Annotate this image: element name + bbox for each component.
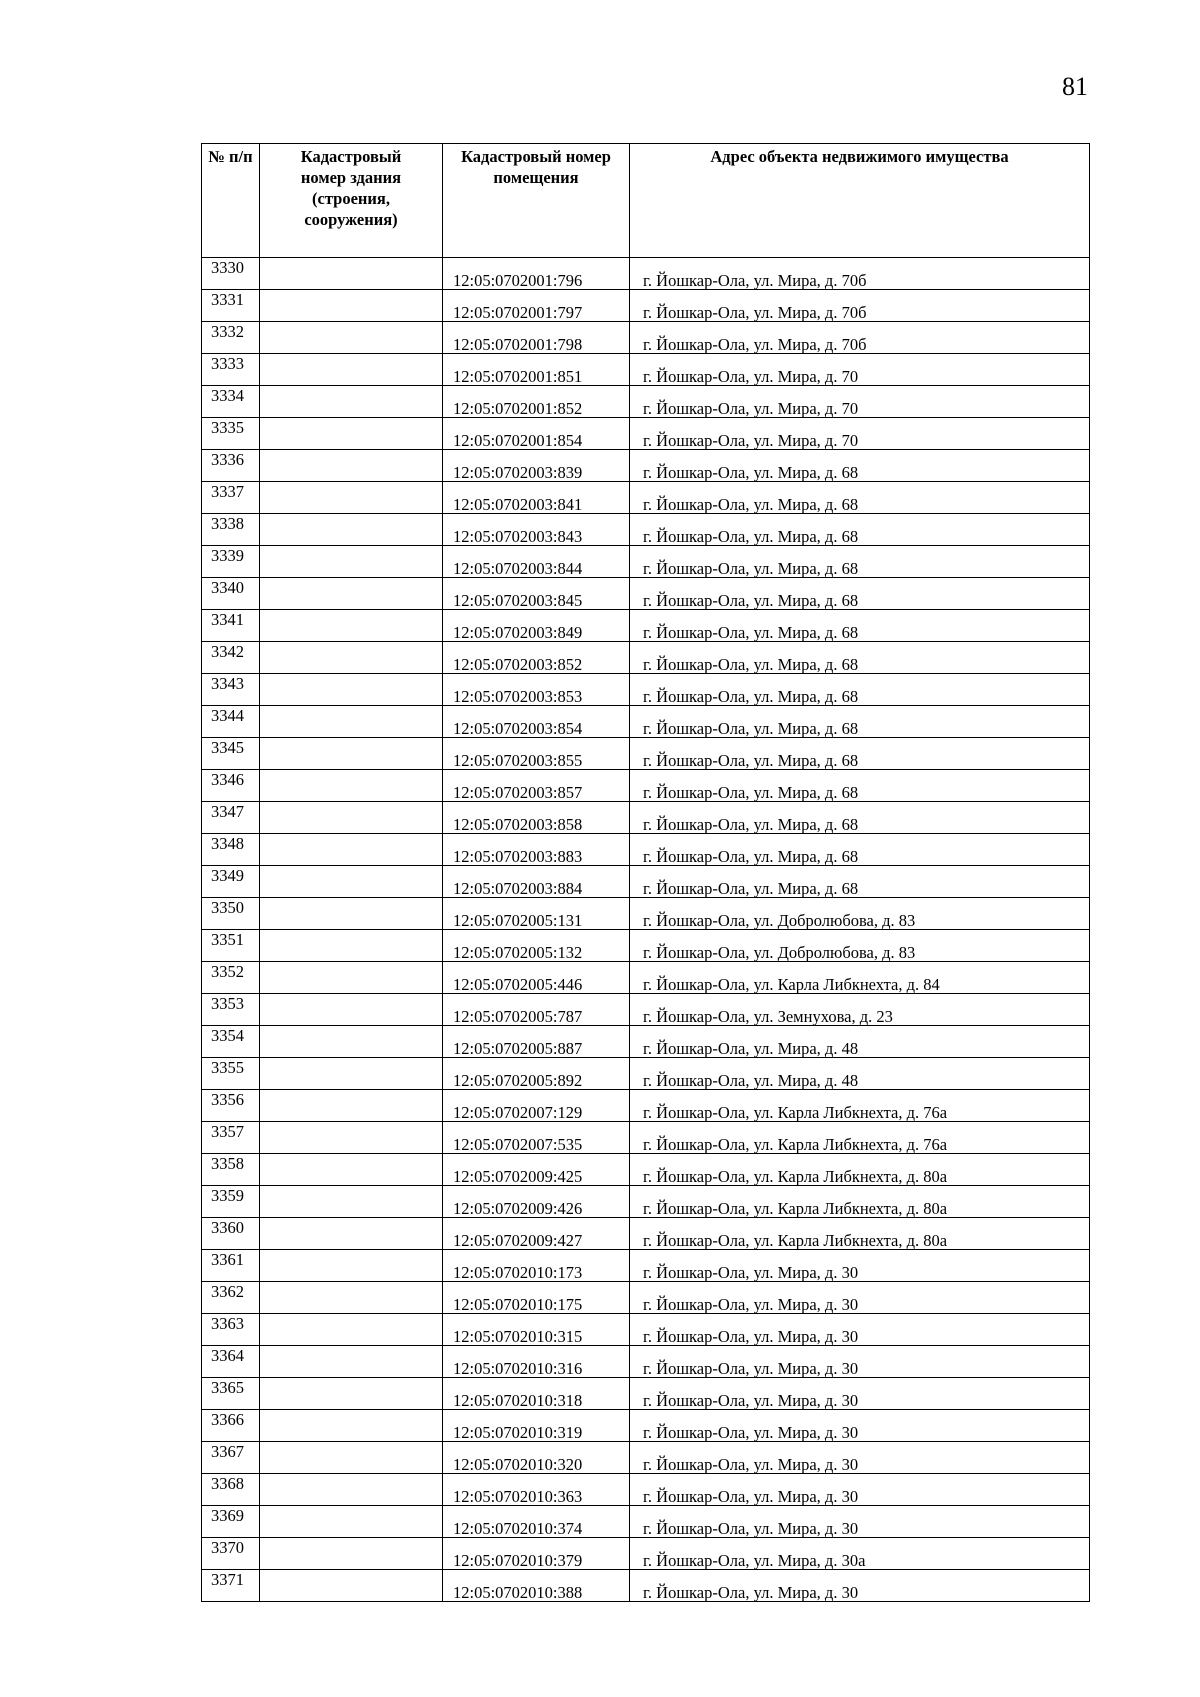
room-cadastral-cell: 12:05:0702003:845 [443, 578, 630, 610]
table-row [202, 450, 1090, 482]
table-row [202, 706, 1090, 738]
table-row [202, 322, 1090, 354]
address-cell: г. Йошкар-Ола, ул. Мира, д. 70б [630, 258, 1090, 290]
header-num: № п/п [202, 144, 260, 258]
row-number-cell: 3368 [202, 1474, 260, 1506]
building-cadastral-cell [260, 290, 443, 322]
building-cadastral-cell [260, 706, 443, 738]
row-number-cell: 3348 [202, 834, 260, 866]
room-cadastral-cell: 12:05:0702009:425 [443, 1154, 630, 1186]
table-row [202, 642, 1090, 674]
table-row [202, 1250, 1090, 1282]
building-cadastral-cell [260, 1250, 443, 1282]
table-row [202, 1346, 1090, 1378]
building-cadastral-cell [260, 642, 443, 674]
row-number-cell: 3349 [202, 866, 260, 898]
row-number-cell: 3333 [202, 354, 260, 386]
table-row [202, 1026, 1090, 1058]
building-cadastral-cell [260, 994, 443, 1026]
table-row [202, 738, 1090, 770]
table-row [202, 1058, 1090, 1090]
building-cadastral-cell [260, 674, 443, 706]
row-number-cell: 3367 [202, 1442, 260, 1474]
room-cadastral-cell: 12:05:0702007:129 [443, 1090, 630, 1122]
row-number-cell: 3358 [202, 1154, 260, 1186]
building-cadastral-cell [260, 834, 443, 866]
table-row [202, 898, 1090, 930]
table-row [202, 514, 1090, 546]
room-cadastral-cell: 12:05:0702010:316 [443, 1346, 630, 1378]
row-number-cell: 3341 [202, 610, 260, 642]
building-cadastral-cell [260, 1538, 443, 1570]
table-row [202, 930, 1090, 962]
address-cell: г. Йошкар-Ола, ул. Мира, д. 48 [630, 1026, 1090, 1058]
table-row [202, 1282, 1090, 1314]
room-cadastral-cell: 12:05:0702003:839 [443, 450, 630, 482]
building-cadastral-cell [260, 898, 443, 930]
address-cell: г. Йошкар-Ола, ул. Мира, д. 68 [630, 482, 1090, 514]
address-cell: г. Йошкар-Ола, ул. Мира, д. 70 [630, 386, 1090, 418]
building-cadastral-cell [260, 1378, 443, 1410]
table-row [202, 802, 1090, 834]
table-row [202, 1090, 1090, 1122]
row-number-cell: 3347 [202, 802, 260, 834]
table-row [202, 258, 1090, 290]
address-cell: г. Йошкар-Ола, ул. Карла Либкнехта, д. 76а [630, 1122, 1090, 1154]
header-room-cadastral: Кадастровый номер помещения [443, 144, 630, 258]
address-cell: г. Йошкар-Ола, ул. Мира, д. 70 [630, 418, 1090, 450]
room-cadastral-cell: 12:05:0702001:797 [443, 290, 630, 322]
address-cell: г. Йошкар-Ола, ул. Мира, д. 30а [630, 1538, 1090, 1570]
room-cadastral-cell: 12:05:0702003:852 [443, 642, 630, 674]
room-cadastral-cell: 12:05:0702010:173 [443, 1250, 630, 1282]
address-cell: г. Йошкар-Ола, ул. Карла Либкнехта, д. 80а [630, 1154, 1090, 1186]
address-cell: г. Йошкар-Ола, ул. Мира, д. 30 [630, 1570, 1090, 1602]
room-cadastral-cell: 12:05:0702001:796 [443, 258, 630, 290]
room-cadastral-cell: 12:05:0702003:883 [443, 834, 630, 866]
row-number-cell: 3351 [202, 930, 260, 962]
header-building-cadastral: Кадастровый номер здания (строения, сооружения) [260, 144, 443, 258]
building-cadastral-cell [260, 866, 443, 898]
page-number: 81 [1062, 72, 1088, 101]
header-row [202, 144, 1090, 258]
address-cell: г. Йошкар-Ола, ул. Добролюбова, д. 83 [630, 898, 1090, 930]
table-header [202, 144, 1090, 258]
address-cell: г. Йошкар-Ола, ул. Мира, д. 68 [630, 514, 1090, 546]
address-cell: г. Йошкар-Ола, ул. Мира, д. 30 [630, 1346, 1090, 1378]
table-row [202, 770, 1090, 802]
address-cell: г. Йошкар-Ола, ул. Мира, д. 68 [630, 770, 1090, 802]
room-cadastral-cell: 12:05:0702005:787 [443, 994, 630, 1026]
address-cell: г. Йошкар-Ола, ул. Мира, д. 30 [630, 1474, 1090, 1506]
address-cell: г. Йошкар-Ола, ул. Мира, д. 30 [630, 1314, 1090, 1346]
table-row [202, 610, 1090, 642]
address-cell: г. Йошкар-Ола, ул. Мира, д. 70 [630, 354, 1090, 386]
room-cadastral-cell: 12:05:0702003:843 [443, 514, 630, 546]
address-cell: г. Йошкар-Ола, ул. Мира, д. 30 [630, 1250, 1090, 1282]
row-number-cell: 3361 [202, 1250, 260, 1282]
table-row [202, 674, 1090, 706]
building-cadastral-cell [260, 450, 443, 482]
row-number-cell: 3344 [202, 706, 260, 738]
address-cell: г. Йошкар-Ола, ул. Мира, д. 68 [630, 834, 1090, 866]
room-cadastral-cell: 12:05:0702003:841 [443, 482, 630, 514]
building-cadastral-cell [260, 1346, 443, 1378]
building-cadastral-cell [260, 962, 443, 994]
room-cadastral-cell: 12:05:0702007:535 [443, 1122, 630, 1154]
building-cadastral-cell [260, 386, 443, 418]
room-cadastral-cell: 12:05:0702009:427 [443, 1218, 630, 1250]
address-cell: г. Йошкар-Ола, ул. Мира, д. 30 [630, 1506, 1090, 1538]
row-number-cell: 3353 [202, 994, 260, 1026]
room-cadastral-cell: 12:05:0702009:426 [443, 1186, 630, 1218]
row-number-cell: 3336 [202, 450, 260, 482]
address-cell: г. Йошкар-Ола, ул. Мира, д. 68 [630, 610, 1090, 642]
table-row [202, 1570, 1090, 1602]
address-cell: г. Йошкар-Ола, ул. Мира, д. 70б [630, 290, 1090, 322]
address-cell: г. Йошкар-Ола, ул. Карла Либкнехта, д. 84 [630, 962, 1090, 994]
row-number-cell: 3343 [202, 674, 260, 706]
address-cell: г. Йошкар-Ола, ул. Мира, д. 68 [630, 578, 1090, 610]
row-number-cell: 3330 [202, 258, 260, 290]
row-number-cell: 3332 [202, 322, 260, 354]
table-row [202, 354, 1090, 386]
table-row [202, 1314, 1090, 1346]
row-number-cell: 3354 [202, 1026, 260, 1058]
room-cadastral-cell: 12:05:0702010:319 [443, 1410, 630, 1442]
table-row [202, 994, 1090, 1026]
address-cell: г. Йошкар-Ола, ул. Карла Либкнехта, д. 80а [630, 1218, 1090, 1250]
room-cadastral-cell: 12:05:0702005:132 [443, 930, 630, 962]
room-cadastral-cell: 12:05:0702003:854 [443, 706, 630, 738]
building-cadastral-cell [260, 1474, 443, 1506]
row-number-cell: 3350 [202, 898, 260, 930]
row-number-cell: 3356 [202, 1090, 260, 1122]
table-body [202, 258, 1090, 1602]
building-cadastral-cell [260, 802, 443, 834]
building-cadastral-cell [260, 1154, 443, 1186]
room-cadastral-cell: 12:05:0702001:851 [443, 354, 630, 386]
building-cadastral-cell [260, 514, 443, 546]
table-row [202, 1506, 1090, 1538]
room-cadastral-cell: 12:05:0702010:388 [443, 1570, 630, 1602]
room-cadastral-cell: 12:05:0702003:858 [443, 802, 630, 834]
building-cadastral-cell [260, 1570, 443, 1602]
header-address: Адрес объекта недвижимого имущества [630, 144, 1090, 258]
row-number-cell: 3355 [202, 1058, 260, 1090]
row-number-cell: 3340 [202, 578, 260, 610]
room-cadastral-cell: 12:05:0702005:131 [443, 898, 630, 930]
room-cadastral-cell: 12:05:0702010:363 [443, 1474, 630, 1506]
building-cadastral-cell [260, 1026, 443, 1058]
row-number-cell: 3357 [202, 1122, 260, 1154]
building-cadastral-cell [260, 1058, 443, 1090]
table-row [202, 1218, 1090, 1250]
row-number-cell: 3337 [202, 482, 260, 514]
row-number-cell: 3339 [202, 546, 260, 578]
address-cell: г. Йошкар-Ола, ул. Земнухова, д. 23 [630, 994, 1090, 1026]
address-cell: г. Йошкар-Ола, ул. Мира, д. 68 [630, 674, 1090, 706]
address-cell: г. Йошкар-Ола, ул. Мира, д. 30 [630, 1282, 1090, 1314]
row-number-cell: 3370 [202, 1538, 260, 1570]
building-cadastral-cell [260, 1218, 443, 1250]
row-number-cell: 3364 [202, 1346, 260, 1378]
registry-table [201, 143, 1090, 1602]
table-row [202, 386, 1090, 418]
room-cadastral-cell: 12:05:0702005:446 [443, 962, 630, 994]
table-row [202, 1154, 1090, 1186]
row-number-cell: 3369 [202, 1506, 260, 1538]
table-row [202, 834, 1090, 866]
room-cadastral-cell: 12:05:0702010:374 [443, 1506, 630, 1538]
room-cadastral-cell: 12:05:0702003:853 [443, 674, 630, 706]
room-cadastral-cell: 12:05:0702010:379 [443, 1538, 630, 1570]
building-cadastral-cell [260, 1090, 443, 1122]
row-number-cell: 3331 [202, 290, 260, 322]
room-cadastral-cell: 12:05:0702003:849 [443, 610, 630, 642]
room-cadastral-cell: 12:05:0702001:798 [443, 322, 630, 354]
room-cadastral-cell: 12:05:0702001:854 [443, 418, 630, 450]
building-cadastral-cell [260, 1506, 443, 1538]
room-cadastral-cell: 12:05:0702003:884 [443, 866, 630, 898]
row-number-cell: 3359 [202, 1186, 260, 1218]
table-row [202, 546, 1090, 578]
building-cadastral-cell [260, 418, 443, 450]
building-cadastral-cell [260, 354, 443, 386]
building-cadastral-cell [260, 482, 443, 514]
address-cell: г. Йошкар-Ола, ул. Мира, д. 70б [630, 322, 1090, 354]
room-cadastral-cell: 12:05:0702005:892 [443, 1058, 630, 1090]
table-row [202, 1410, 1090, 1442]
building-cadastral-cell [260, 258, 443, 290]
building-cadastral-cell [260, 546, 443, 578]
room-cadastral-cell: 12:05:0702001:852 [443, 386, 630, 418]
table-row [202, 962, 1090, 994]
room-cadastral-cell: 12:05:0702010:320 [443, 1442, 630, 1474]
address-cell: г. Йошкар-Ола, ул. Карла Либкнехта, д. 80а [630, 1186, 1090, 1218]
row-number-cell: 3338 [202, 514, 260, 546]
address-cell: г. Йошкар-Ола, ул. Мира, д. 68 [630, 642, 1090, 674]
address-cell: г. Йошкар-Ола, ул. Мира, д. 68 [630, 866, 1090, 898]
building-cadastral-cell [260, 1410, 443, 1442]
room-cadastral-cell: 12:05:0702003:855 [443, 738, 630, 770]
table-row [202, 1538, 1090, 1570]
building-cadastral-cell [260, 1282, 443, 1314]
row-number-cell: 3352 [202, 962, 260, 994]
room-cadastral-cell: 12:05:0702003:857 [443, 770, 630, 802]
room-cadastral-cell: 12:05:0702010:318 [443, 1378, 630, 1410]
address-cell: г. Йошкар-Ола, ул. Мира, д. 30 [630, 1378, 1090, 1410]
table-row [202, 290, 1090, 322]
row-number-cell: 3346 [202, 770, 260, 802]
building-cadastral-cell [260, 738, 443, 770]
address-cell: г. Йошкар-Ола, ул. Мира, д. 48 [630, 1058, 1090, 1090]
building-cadastral-cell [260, 1442, 443, 1474]
row-number-cell: 3371 [202, 1570, 260, 1602]
building-cadastral-cell [260, 1314, 443, 1346]
room-cadastral-cell: 12:05:0702005:887 [443, 1026, 630, 1058]
row-number-cell: 3342 [202, 642, 260, 674]
address-cell: г. Йошкар-Ола, ул. Мира, д. 68 [630, 546, 1090, 578]
address-cell: г. Йошкар-Ола, ул. Мира, д. 68 [630, 706, 1090, 738]
row-number-cell: 3334 [202, 386, 260, 418]
address-cell: г. Йошкар-Ола, ул. Мира, д. 68 [630, 450, 1090, 482]
row-number-cell: 3365 [202, 1378, 260, 1410]
table-row [202, 578, 1090, 610]
row-number-cell: 3345 [202, 738, 260, 770]
building-cadastral-cell [260, 1122, 443, 1154]
table-row [202, 1186, 1090, 1218]
room-cadastral-cell: 12:05:0702003:844 [443, 546, 630, 578]
address-cell: г. Йошкар-Ола, ул. Мира, д. 30 [630, 1410, 1090, 1442]
row-number-cell: 3362 [202, 1282, 260, 1314]
row-number-cell: 3335 [202, 418, 260, 450]
row-number-cell: 3366 [202, 1410, 260, 1442]
room-cadastral-cell: 12:05:0702010:315 [443, 1314, 630, 1346]
table-row [202, 482, 1090, 514]
address-cell: г. Йошкар-Ола, ул. Мира, д. 30 [630, 1442, 1090, 1474]
address-cell: г. Йошкар-Ола, ул. Мира, д. 68 [630, 802, 1090, 834]
row-number-cell: 3363 [202, 1314, 260, 1346]
table-row [202, 1442, 1090, 1474]
building-cadastral-cell [260, 930, 443, 962]
table-row [202, 866, 1090, 898]
building-cadastral-cell [260, 1186, 443, 1218]
table-row [202, 1378, 1090, 1410]
building-cadastral-cell [260, 770, 443, 802]
building-cadastral-cell [260, 578, 443, 610]
table-row [202, 1122, 1090, 1154]
address-cell: г. Йошкар-Ола, ул. Мира, д. 68 [630, 738, 1090, 770]
row-number-cell: 3360 [202, 1218, 260, 1250]
address-cell: г. Йошкар-Ола, ул. Добролюбова, д. 83 [630, 930, 1090, 962]
table-row [202, 1474, 1090, 1506]
table-row [202, 418, 1090, 450]
building-cadastral-cell [260, 610, 443, 642]
room-cadastral-cell: 12:05:0702010:175 [443, 1282, 630, 1314]
address-cell: г. Йошкар-Ола, ул. Карла Либкнехта, д. 76а [630, 1090, 1090, 1122]
building-cadastral-cell [260, 322, 443, 354]
